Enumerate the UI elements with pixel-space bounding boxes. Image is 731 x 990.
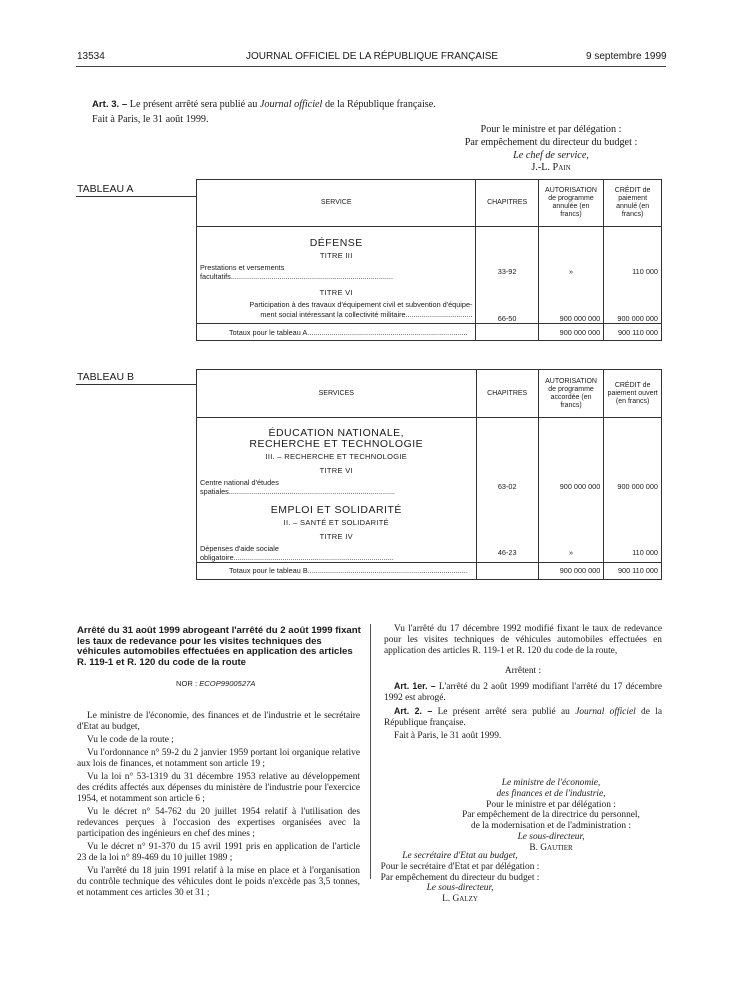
sig-line: L. Galzy [442,894,478,905]
section-emploi-sub: II. – SANTÉ ET SOLIDARITÉ [197,516,477,530]
article-2 [384,706,662,729]
sig-line: Le secrétaire d'Etat au budget, [402,851,518,861]
total-label: Totaux pour le tableau A [229,327,308,337]
section-emploi-titre: TITRE IV [197,530,477,544]
right-column [384,624,662,743]
section-education-titre: TITRE VI [197,464,477,478]
row-autorisation: 900 000 000 [538,297,604,324]
fait-a-paris: Fait à Paris, le 31 août 1999. [92,114,209,125]
total-autorisation: 900 000 000 [538,324,604,341]
sig-line-3: Le chef de service, [513,149,589,161]
total-row: Totaux pour le tableau B............................................................................... [197,562,477,579]
row-credit: 900 000 000 [604,478,662,496]
visa-paragraph: Vu le décret n° 54-762 du 20 juillet 1954 relatif à l'utilisation des redevances perçues à l'occasion des expertises organisées avec la participation des ingénieurs en chef des mines ; [77,806,360,840]
article-3-text-b: de la République française. [324,99,436,110]
tableau-b-label: TABLEAU B [77,371,134,383]
article-3-text-a: Le présent arrêté sera publié au [129,99,258,110]
tableau-b-rule [76,384,196,385]
article-3-journal: Journal officiel [259,99,323,110]
sig-line: des finances et de l'industrie, [496,788,606,799]
th-credit: CRÉDIT de paiement ouvert (en francs) [604,370,662,418]
table-row: Centre national d'études spatiales.................................................................................. [197,478,477,496]
th-credit: CRÉDIT de paiement annulé (en francs) [604,180,662,227]
total-autorisation: 900 000 000 [538,562,603,579]
article-3-label: Art. 3. – [92,99,128,110]
total-credit: 900 110 000 [604,324,662,341]
column-divider [370,624,371,879]
visa-paragraph: Vu l'arrêté du 18 juin 1991 relatif à la mise en place et à l'organisation du contrôle technique des véhicules dont le poids n'excède pas 3,5 tonnes, et notamment ces articles 30 et 31 ; [77,865,360,899]
section-education-sub: III. – RECHERCHE ET TECHNOLOGIE [197,450,477,464]
th-autorisation: AUTORISATION de programme annulée (en francs) [538,180,604,227]
row-chapitre: 33-92 [476,263,538,281]
row-chapitre: 46-23 [476,544,538,563]
row-label-a: Participation à des travaux d'équipement civil et subvention d'équipe- [249,300,473,310]
article-1-text: L'arrêté du 2 août 1999 modifiant l'arrêté du 17 décembre 1992 est abrogé. [384,681,662,704]
total-credit: 900 110 000 [604,562,662,579]
nor-label: NOR : [176,679,198,688]
visa-paragraph: Vu l'arrêté du 17 décembre 1992 modifié fixant le taux de redevance pour les visites techniques de véhicules automobiles effectuées en application des articles R. 119-1 et R. 120 du code de la route, [384,624,662,657]
tableau-b [196,369,662,580]
total-label: Totaux pour le tableau B [229,566,308,575]
th-chapitres: CHAPITRES [476,180,538,227]
sig-line: Pour le secrétaire d'Etat et par délégation : [380,861,540,872]
row-label: Dépenses d'aide sociale obligatoire [200,543,279,562]
table-row: Dépenses d'aide sociale obligatoire............................................................................... [197,544,477,563]
sig-line: Le sous-directeur, [517,831,585,842]
signature-secretaire [370,851,550,905]
visa-paragraph: Vu la loi n° 53-1319 du 31 décembre 1953 relative au développement des crédits affectés aux dépenses du ministère de l'industrie pour l'exercice 1954, et notamment son article 6 ; [77,771,360,804]
journal-title: JOURNAL OFFICIEL DE LA RÉPUBLIQUE FRANÇAISE [246,51,499,62]
th-service: SERVICE [197,180,476,227]
page-number: 13534 [77,51,105,62]
row-autorisation: 900 000 000 [538,478,603,496]
titre-vi: TITRE VI [197,281,476,297]
visa-paragraph: Vu le décret n° 91-370 du 15 avril 1991 pris en application de l'article 23 de la loi n° 89-469 du 10 juillet 1989 ; [77,841,360,863]
article-1-label: Art. 1er. – [394,680,436,691]
row-autorisation: » [538,263,604,281]
tableau-a [196,179,662,341]
sig-line-4: J.-L. Pain [531,162,571,174]
row-label-b: ment social intéressant la collectivité militaire [260,309,406,319]
section-emploi: EMPLOI ET SOLIDARITÉ [197,496,477,516]
arretent: Arrêtent : [504,665,542,676]
sig-line: Le sous-directeur, [426,883,494,894]
article-2-journal: Journal officiel [575,706,636,717]
nor-reference [176,679,255,688]
row-chapitre: 66-50 [476,297,538,324]
th-chapitres: CHAPITRES [476,370,538,418]
row-autorisation: » [538,544,603,563]
row-credit: 900 000 000 [604,297,662,324]
table-row: Prestations et versements facultatifs................................................................................ [197,263,476,281]
sig-line: de la modernisation et de l'administration : [471,821,631,832]
sig-line-2: Par empêchement du directeur du budget : [464,136,638,148]
th-autorisation: AUTORISATION de programme accordée (en francs) [538,370,603,418]
article-2-text-b: de la République française. [384,706,662,728]
total-row: Totaux pour le tableau A............................................................................... [197,324,476,341]
nor-value: ECOP9900527A [199,679,256,688]
row-label: Prestations et versements facultatifs [200,262,285,281]
th-services: SERVICES [197,370,477,418]
titre-iii: TITRE III [197,249,476,263]
signature-minister [440,778,662,854]
fait-a-paris: Fait à Paris, le 31 août 1999. [394,730,502,741]
visa-paragraph: Le ministre de l'économie, des finances et de l'industrie et le secrétaire d'Etat au budget, [77,711,360,733]
sig-line: B. Gautier [529,842,573,853]
article-2-text-a: Le présent arrêté sera publié au [437,706,570,717]
section-education-b: RECHERCHE ET TECHNOLOGIE [249,437,424,450]
article-2-label: Art. 2. – [394,705,433,716]
sig-line: Pour le ministre et par délégation : [486,799,616,810]
sig-line: Le ministre de l'économie, [501,778,601,788]
section-defense: DÉFENSE [197,227,476,249]
row-chapitre: 63-02 [476,478,538,496]
header-rule [76,66,666,67]
article-3 [92,98,436,111]
table-row: Participation à des travaux d'équipement civil et subvention d'équipe- ment social intéressant la collectivité militaire................................. [197,297,476,324]
section-education [197,418,477,450]
row-label: Centre national d'études spatiales [200,477,279,496]
row-credit: 110 000 [604,263,662,281]
tableau-a-rule [76,196,196,197]
tableau-a-label: TABLEAU A [77,183,134,195]
left-column [77,711,360,901]
section-education-a: ÉDUCATION NATIONALE, [268,426,405,439]
sig-line-1: Pour le ministre et par délégation : [480,124,622,135]
row-credit: 110 000 [604,544,662,563]
sig-line: Par empêchement du directeur du budget : [380,872,540,883]
visa-paragraph: Vu le code de la route ; [87,734,174,745]
issue-date: 9 septembre 1999 [586,51,667,62]
article-1 [384,681,662,704]
visa-paragraph: Vu l'ordonnance n° 59-2 du 2 janvier 1959 portant loi organique relative aux lois de finances, et notamment son article 19 ; [77,747,360,769]
sig-line: Par empêchement de la directrice du personnel, [462,810,640,821]
signature-block-top [440,124,662,175]
arrete-title: Arrêté du 31 août 1999 abrogeant l'arrêté du 2 août 1999 fixant les taux de redevance pour les visites techniques des véhicules automobiles effectuées en application des articles R. 119-1 et R. 120 du code de la route [77,625,361,668]
